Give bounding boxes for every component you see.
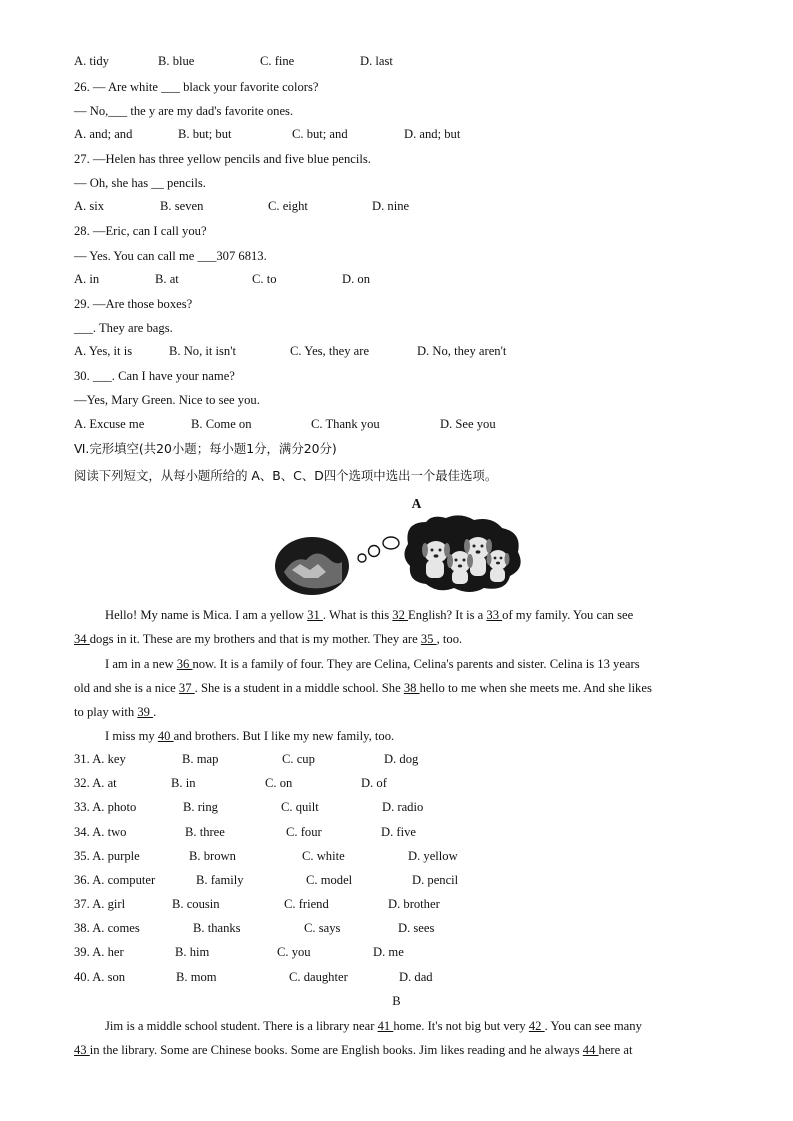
q39-option-a: 39. A. her [74, 945, 124, 959]
blank-36[interactable]: 36 [176, 657, 193, 671]
blank-43[interactable]: 43 [74, 1043, 90, 1057]
q34-option-d: D. five [381, 825, 416, 839]
q38-option-c: C. says [304, 921, 341, 935]
q34-option-a: 34. A. two [74, 825, 127, 839]
q28-option-a: A. in [74, 272, 100, 286]
blank-39[interactable]: 39 [137, 705, 154, 719]
q29-question: 29. —Are those boxes? [74, 297, 193, 311]
passage-a-label: A [411, 496, 422, 511]
q32-option-a: 32. A. at [74, 776, 117, 790]
q30-option-c: C. Thank you [311, 417, 380, 431]
q25-option-d: D. last [360, 54, 393, 68]
passage-a-para1-line1: Hello! My name is Mica. I am a yellow 31 . What is this 32 English? It is a 33 of my family. You can see [105, 608, 634, 622]
blank-32[interactable]: 32 [392, 608, 409, 622]
blank-37[interactable]: 37 [178, 681, 195, 695]
passage-a-para3: I miss my 40 and brothers. But I like my new family, too. [105, 729, 395, 743]
blank-44[interactable]: 44 [582, 1043, 599, 1057]
q38-option-b: B. thanks [193, 921, 241, 935]
passage-a-para2-line1: I am in a new 36 now. It is a family of four. They are Celina, Celina's parents and sister. Celina is 13 years [105, 657, 640, 671]
q27-option-d: D. nine [372, 199, 410, 213]
q35-option-c: C. white [302, 849, 345, 863]
q29-option-c: C. Yes, they are [290, 344, 370, 358]
q27-option-b: B. seven [160, 199, 204, 213]
q40-option-a: 40. A. son [74, 970, 126, 984]
q37-option-c: C. friend [284, 897, 329, 911]
q28-question: 28. —Eric, can I call you? [74, 224, 207, 238]
q25-option-a: A. tidy [74, 54, 109, 68]
q36-option-c: C. model [306, 873, 353, 887]
q39-option-b: B. him [175, 945, 210, 959]
q33-option-c: C. quilt [281, 800, 319, 814]
q36-option-d: D. pencil [412, 873, 459, 887]
q28-option-d: D. on [342, 272, 370, 286]
q32-option-c: C. on [265, 776, 293, 790]
q39-option-d: D. me [373, 945, 404, 959]
q31-option-b: B. map [182, 752, 219, 766]
q26-question: 26. — Are white ___ black your favorite colors? [74, 80, 319, 94]
q32-option-b: B. in [171, 776, 196, 790]
q39-option-c: C. you [277, 945, 311, 959]
blank-40[interactable]: 40 [157, 729, 174, 743]
q26-option-b: B. but; but [178, 127, 232, 141]
passage-b-para1-line2: 43 in the library. Some are Chinese books. Some are English books. Jim likes reading and he always 44 here at [74, 1043, 633, 1057]
q36-option-b: B. family [196, 873, 244, 887]
q28-option-c: C. to [252, 272, 277, 286]
q34-option-c: C. four [286, 825, 322, 839]
q37-option-b: B. cousin [172, 897, 220, 911]
q30-option-d: D. See you [440, 417, 496, 431]
q33-option-b: B. ring [183, 800, 218, 814]
q35-option-b: B. brown [189, 849, 236, 863]
blank-31[interactable]: 31 [307, 608, 323, 622]
passage-a-para1-line2: 34 dogs in it. These are my brothers and that is my mother. They are 35 , too. [74, 632, 463, 646]
q33-option-d: D. radio [382, 800, 424, 814]
q25-option-b: B. blue [158, 54, 195, 68]
q30-option-a: A. Excuse me [74, 417, 145, 431]
q27-option-a: A. six [74, 199, 105, 213]
q29-response: ___. They are bags. [74, 321, 173, 335]
blank-41[interactable]: 41 [377, 1019, 394, 1033]
q26-option-d: D. and; but [404, 127, 461, 141]
q30-option-b: B. Come on [191, 417, 252, 431]
q31-option-a: 31. A. key [74, 752, 126, 766]
q36-option-a: 36. A. computer [74, 873, 156, 887]
q27-question: 27. —Helen has three yellow pencils and five blue pencils. [74, 152, 371, 166]
blank-42[interactable]: 42 [528, 1019, 545, 1033]
q28-option-b: B. at [155, 272, 179, 286]
q29-option-b: B. No, it isn't [169, 344, 236, 358]
q26-option-c: C. but; and [292, 127, 348, 141]
q37-option-d: D. brother [388, 897, 440, 911]
q40-option-b: B. mom [176, 970, 217, 984]
q40-option-c: C. daughter [289, 970, 348, 984]
dog-dream-illustration [270, 512, 526, 596]
q31-option-d: D. dog [384, 752, 419, 766]
passage-a-para2-line3: to play with 39 . [74, 705, 157, 719]
q30-question: 30. ___. Can I have your name? [74, 369, 235, 383]
q26-option-a: A. and; and [74, 127, 133, 141]
q26-response: — No,___ the y are my dad's favorite ones. [74, 104, 294, 118]
q38-option-d: D. sees [398, 921, 435, 935]
q40-option-d: D. dad [399, 970, 433, 984]
q27-option-c: C. eight [268, 199, 308, 213]
passage-a-para2-line2: old and she is a nice 37 . She is a student in a middle school. She 38 hello to me when she meets me. And she likes [74, 681, 652, 695]
blank-35[interactable]: 35 [420, 632, 437, 646]
q37-option-a: 37. A. girl [74, 897, 126, 911]
q29-option-a: A. Yes, it is [74, 344, 133, 358]
q32-option-d: D. of [361, 776, 387, 790]
q34-option-b: B. three [185, 825, 225, 839]
blank-38[interactable]: 38 [403, 681, 420, 695]
q35-option-d: D. yellow [408, 849, 458, 863]
q27-response: — Oh, she has __ pencils. [74, 176, 206, 190]
q31-option-c: C. cup [282, 752, 315, 766]
q28-response: — Yes. You can call me ___307 6813. [74, 249, 267, 263]
blank-34[interactable]: 34 [74, 632, 90, 646]
blank-33[interactable]: 33 [486, 608, 503, 622]
q38-option-a: 38. A. comes [74, 921, 140, 935]
q30-response: —Yes, Mary Green. Nice to see you. [74, 393, 260, 407]
section-instruction: 阅读下列短文，从每小题所给的 A、B、C、D四个选项中选出一个最佳选项。 [74, 468, 498, 483]
section-heading: Ⅵ.完形填空(共20小题；每小题1分，满分20分) [74, 441, 337, 456]
q35-option-a: 35. A. purple [74, 849, 140, 863]
q25-option-c: C. fine [260, 54, 295, 68]
passage-b-label: B [392, 994, 401, 1008]
q29-option-d: D. No, they aren't [417, 344, 507, 358]
passage-b-para1-line1: Jim is a middle school student. There is a library near 41 home. It's not big but very 42 . You can see many [105, 1019, 642, 1033]
q33-option-a: 33. A. photo [74, 800, 137, 814]
